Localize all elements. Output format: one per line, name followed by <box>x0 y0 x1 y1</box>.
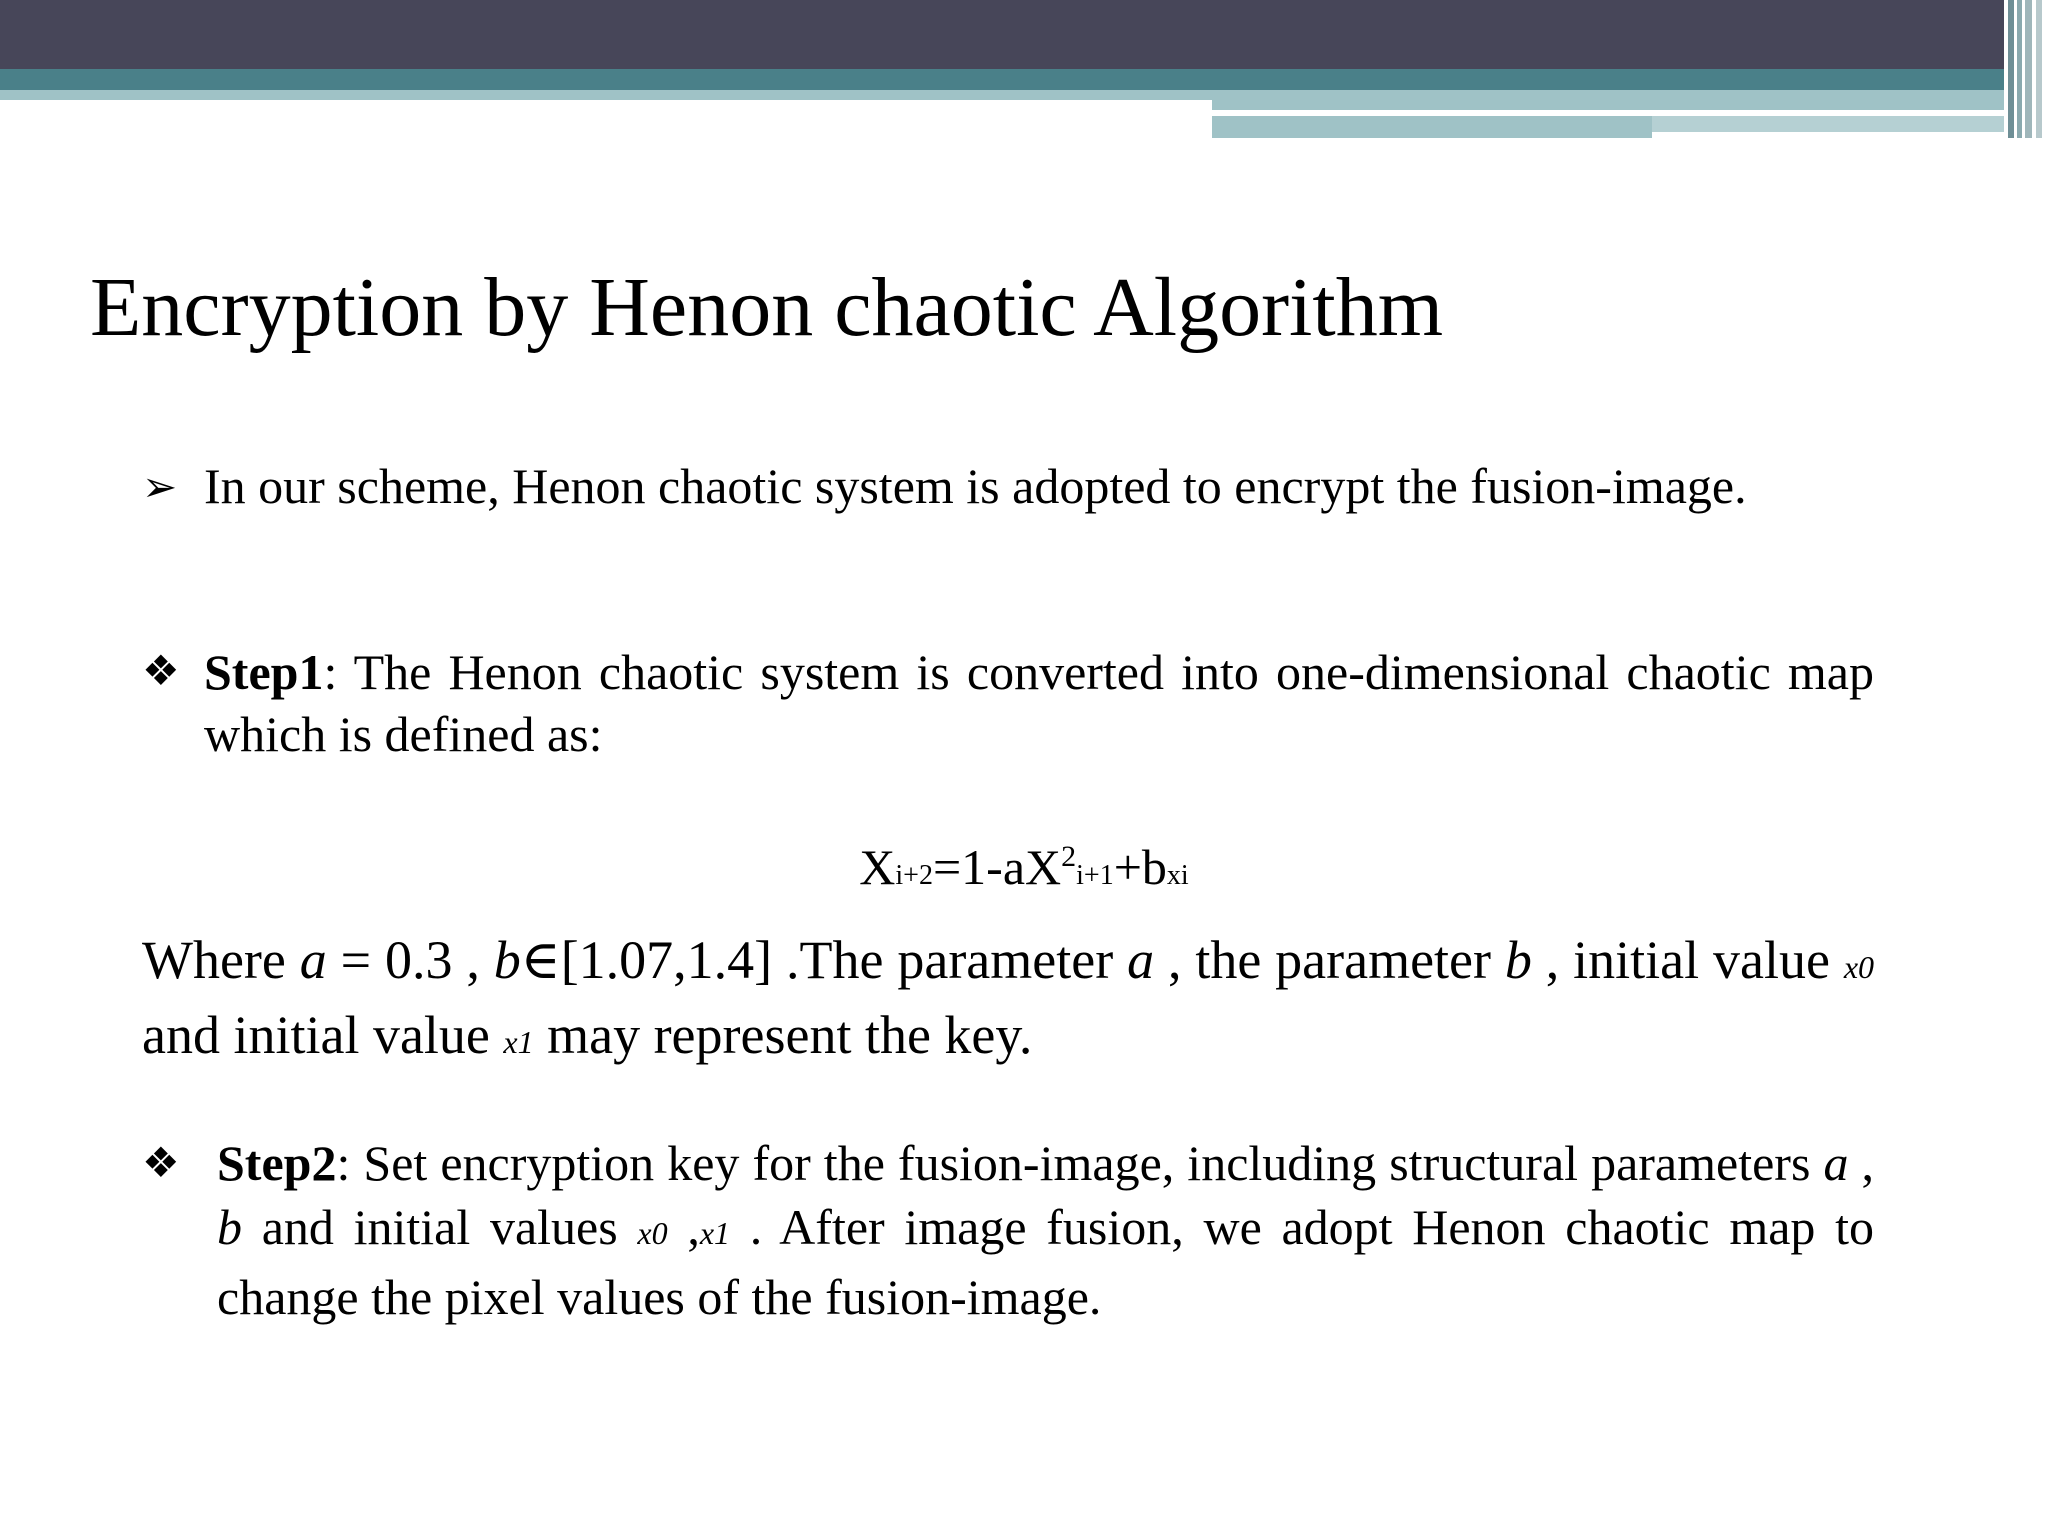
param-b: b <box>493 930 521 990</box>
formula-sup: 2 <box>1061 840 1077 873</box>
intro-paragraph: In our scheme, Henon chaotic system is adopted to encrypt the fusion-image. <box>204 458 1747 514</box>
step2-paragraph <box>217 1131 1874 1329</box>
formula-mid: =1-aX <box>932 839 1062 895</box>
where-text: = 0.3 , <box>326 930 494 990</box>
param-a: a <box>299 930 327 990</box>
step1-paragraph <box>204 641 1874 765</box>
where-text: , the parameter <box>1154 930 1505 990</box>
diamond-bullet-icon: ❖ <box>142 1141 180 1187</box>
header-teal-band <box>0 69 2048 90</box>
param-x1: x1 <box>503 1024 534 1060</box>
formula-sub-xi: xi <box>1166 860 1189 891</box>
param-a: a <box>1823 1135 1849 1191</box>
param-x0: x0 <box>637 1215 668 1251</box>
step2-text: . After image fusion, we adopt Henon chaotic map to change the pixel values of the fusion-image. <box>217 1199 1875 1325</box>
param-x0: x0 <box>1843 949 1875 985</box>
param-b: b <box>217 1199 242 1255</box>
step1-text: : The Henon chaotic system is converted into one-dimensional chaotic map which is defined as: <box>204 644 1874 762</box>
header-light-band-lower-right <box>1652 116 2048 132</box>
where-text: and initial value <box>142 1005 504 1065</box>
step1-label: Step1 <box>204 644 324 700</box>
formula-x: X <box>859 839 896 895</box>
header-light-band-lower <box>1212 116 1652 138</box>
header-dark-band <box>0 0 2048 69</box>
step2-label: Step2 <box>217 1135 337 1191</box>
step2-text: : Set encryption key for the fusion-image, including structural parameters <box>336 1135 1824 1191</box>
header-light-band <box>0 90 1212 100</box>
header-light-band-right <box>1212 90 2048 110</box>
where-paragraph <box>142 926 1874 1076</box>
formula-sub-i2: i+2 <box>895 860 933 891</box>
header-stripes <box>2004 0 2048 138</box>
diamond-bullet-icon: ❖ <box>142 649 180 695</box>
step2-text: , <box>667 1199 700 1255</box>
where-text: Where <box>142 930 300 990</box>
param-b: b <box>1504 930 1532 990</box>
step2-text: , <box>1848 1135 1875 1191</box>
where-text: may represent the key. <box>533 1005 1033 1065</box>
param-a: a <box>1127 930 1155 990</box>
formula-plus-b: +b <box>1113 839 1167 895</box>
slide-title: Encryption by Henon chaotic Algorithm <box>90 261 1444 354</box>
where-text: ∈[1.07,1.4] .The parameter <box>520 930 1128 990</box>
arrowhead-bullet-icon: ➢ <box>142 465 178 511</box>
where-text: , initial value <box>1531 930 1844 990</box>
formula-sub-i1: i+1 <box>1076 860 1114 891</box>
param-x1: x1 <box>699 1215 731 1251</box>
henon-formula <box>0 826 2048 907</box>
step2-text: and initial values <box>242 1199 638 1255</box>
